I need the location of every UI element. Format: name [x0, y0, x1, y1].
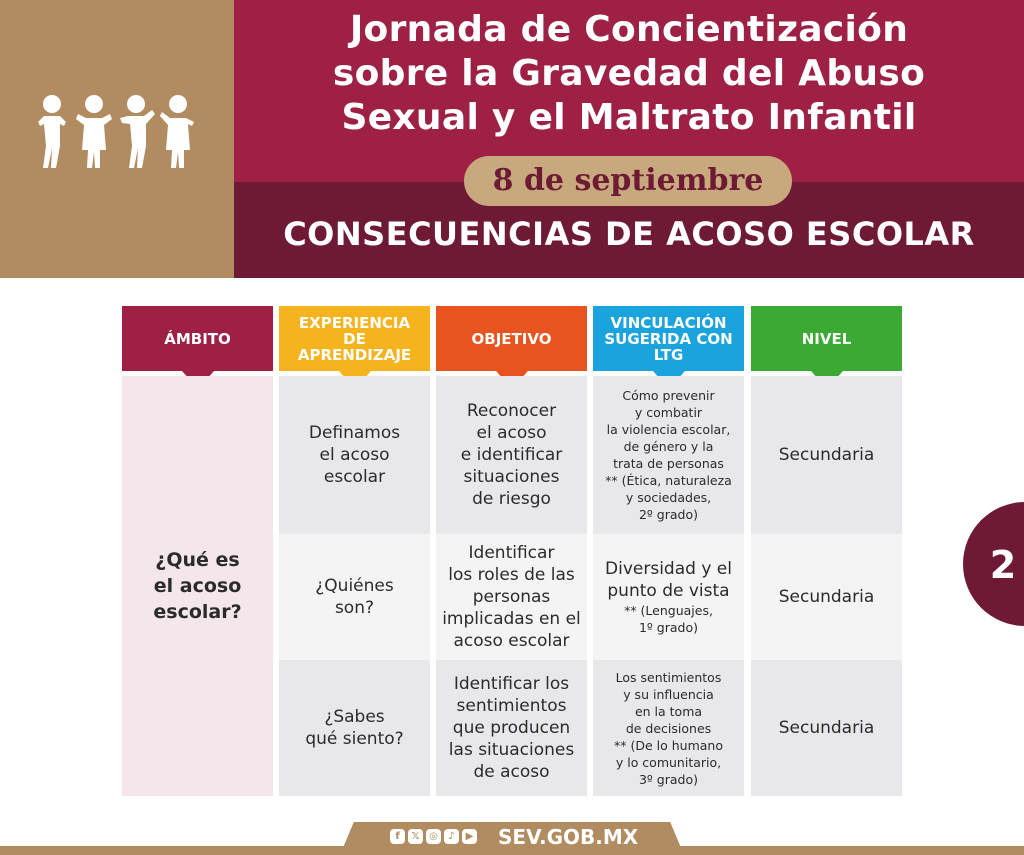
date-badge: 8 de septiembre: [464, 156, 792, 206]
column-objetivo: [436, 306, 587, 782]
page-title: [234, 8, 1024, 140]
vinculacion-main-text: Diversidad y el punto de vista: [605, 559, 732, 601]
table-cell: [751, 376, 902, 534]
nivel-text: Secundaria: [778, 445, 875, 465]
experiencia-text: Definamos el acoso escolar: [308, 423, 401, 487]
column-header-ambito: [122, 306, 273, 371]
column-header-nivel: [751, 306, 902, 371]
children-group-icon: [34, 92, 198, 172]
table-cell: [751, 534, 902, 660]
page-number: 2: [989, 543, 1017, 587]
social-icons: [390, 829, 477, 844]
column-header-objetivo: [436, 306, 587, 371]
column-header-label: VINCULACIÓN SUGERIDA CON LTG: [604, 313, 733, 364]
column-header-label: NIVEL: [801, 329, 852, 348]
column-ambito: [122, 306, 273, 623]
vinculacion-text: ** (Lenguajes, 1º grado): [624, 603, 713, 635]
youtube-icon[interactable]: ▶: [462, 829, 477, 844]
table-cell: [279, 534, 430, 660]
experiencia-text: ¿Sabes qué siento?: [305, 707, 404, 749]
column-header-label: EXPERIENCIA DE APRENDIZAJE: [297, 313, 412, 364]
table-cell: [436, 660, 587, 796]
table-cell: [436, 534, 587, 660]
table-cell: [593, 376, 744, 534]
objetivo-text: Identificar los roles de las personas implicadas en el acoso escolar: [442, 543, 581, 651]
table-cell: [279, 660, 430, 796]
table-cell: [436, 376, 587, 534]
ambito-text: ¿Qué es el acoso escolar?: [153, 549, 242, 623]
tiktok-icon[interactable]: ♪: [444, 829, 459, 844]
vinculacion-text: Los sentimientos y su influencia en la toma de decisiones ** (De lo humano y lo comunitario, 3º grado): [614, 669, 723, 787]
website-link[interactable]: SEV.GOB.MX: [498, 825, 639, 849]
section-subtitle: CONSECUENCIAS DE ACOSO ESCOLAR: [283, 215, 975, 253]
title-line: sobre la Gravedad del Abuso: [332, 53, 926, 94]
table-cell: [751, 660, 902, 796]
x-icon[interactable]: 𝕏: [408, 829, 423, 844]
column-header-vinculacion: [593, 306, 744, 371]
column-experiencia: [279, 306, 430, 749]
table-cell: [593, 660, 744, 796]
table-cell: [279, 376, 430, 534]
table-cell: [593, 534, 744, 660]
column-header-label: OBJETIVO: [471, 329, 552, 348]
instagram-icon[interactable]: ◎: [426, 829, 441, 844]
column-nivel: [751, 306, 902, 738]
experiencia-text: ¿Quiénes son?: [315, 576, 394, 618]
vinculacion-text: Cómo prevenir y combatir la violencia escolar, de género y la trata de personas ** (Ética, naturaleza y sociedades, 2º grado): [605, 388, 732, 522]
ambito-cell: [122, 376, 273, 796]
title-line: Sexual y el Maltrato Infantil: [341, 97, 917, 138]
nivel-text: Secundaria: [778, 587, 875, 607]
column-header-label: ÁMBITO: [164, 329, 231, 348]
facebook-icon[interactable]: f: [390, 829, 405, 844]
objetivo-text: Reconocer el acoso e identificar situaciones de riesgo: [460, 401, 563, 509]
title-line: Jornada de Concientización: [349, 9, 909, 50]
column-vinculacion: [593, 306, 744, 787]
objetivo-text: Identificar los sentimientos que producen las situaciones de acoso: [448, 674, 575, 782]
column-header-experiencia: [279, 306, 430, 371]
nivel-text: Secundaria: [778, 718, 875, 738]
